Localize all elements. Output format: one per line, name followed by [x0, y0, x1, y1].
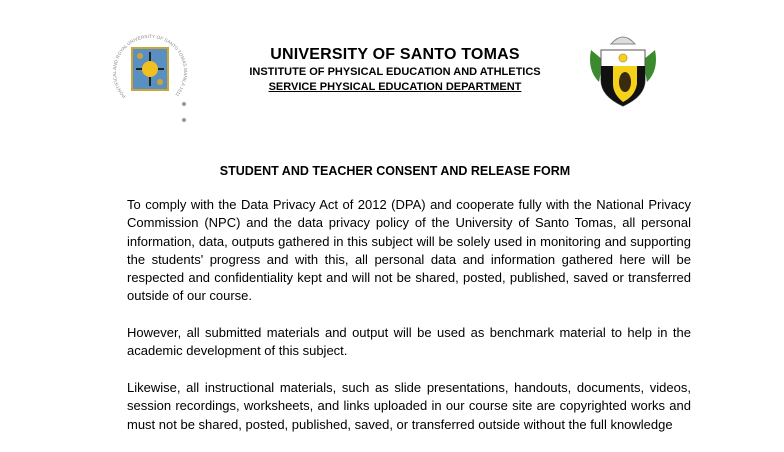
department-name: SERVICE PHYSICAL EDUCATION DEPARTMENT	[268, 81, 522, 93]
form-title: STUDENT AND TEACHER CONSENT AND RELEASE FORM	[219, 164, 571, 178]
ust-seal-logo	[108, 30, 192, 126]
university-name: UNIVERSITY OF SANTO TOMAS	[270, 46, 520, 63]
paragraph-copyright: Likewise, all instructional materials, such as slide presentations, handouts, documents, videos, session recordings, worksheets, and links uploaded in our course site are copyrighted works and must not be shared, posted, published, saved, or transferred outside without the full knowledge	[127, 379, 691, 432]
ipea-crest-logo	[585, 30, 661, 110]
seal-ring-text-path: PONTIFICAL AND ROYAL UNIVERSITY OF SANTO TOMAS MANILA 1611	[111, 33, 189, 99]
paragraph-privacy: To comply with the Data Privacy Act of 2012 (DPA) and cooperate fully with the National Privacy Commission (NPC) and the data privacy policy of the University of Santo Tomas, all personal information, data, outputs gathered in this subject will be solely used in monitoring and supporting the students' progress and with this, all personal data and information gathered here will be respected and confidentiality kept and will not be shared, posted, published, saved or transferred outside of our course.	[127, 197, 691, 304]
paragraph-benchmark: However, all submitted materials and output will be used as benchmark material to help in the academic development of this subject.	[127, 325, 691, 359]
form-body	[127, 196, 691, 452]
institute-name: INSTITUTE OF PHYSICAL EDUCATION AND ATHLETICS	[249, 66, 541, 78]
